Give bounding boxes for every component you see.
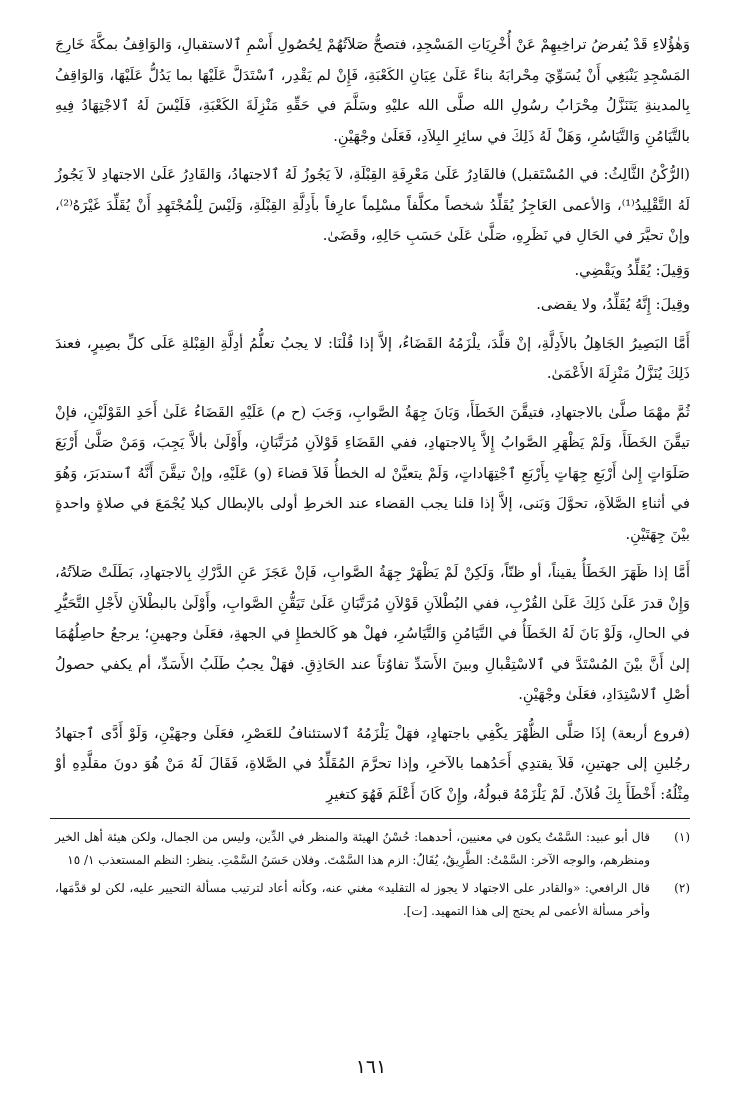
footnote-number: (١) (674, 830, 690, 844)
paragraph-2: (الرُّكْنُ الثَّالِثُ: في المُسْتَقبل) فالقَادِرُ عَلَىٰ مَعْرِفَةِ القِبْلَةِ، لاَ يَجُوزُ لَهُ ٱلاجتهادُ، وَالقَادِرُ عَلَىٰ الاجتهادِ لاَ يَجُوزُ لَهُ التَّقْلِيدُ⁽¹⁾، وَالأعمى العَاجِزُ يُقَلِّدُ شخصاً مكلَّفاً مسْلِماً عارِفاً بأَدِلَّةِ القِبْلَةِ، وَلَيْسَ لِلْمُجْتَهِدِ أَنْ يُقَلِّدَ غَيْرَهُ⁽²⁾، وإنْ تحيَّرَ في الحَالِ في نَظَرِهِ، صَلَّىٰ عَلَىٰ حَسَبِ حَالِهِ، وقَضَىٰ. (55, 166, 690, 244)
paragraph-8: (فروع أربعة) إذَا صَلَّى الظُّهْرَ يكْفِي باجتهادٍ، فهَلْ يَلْزَمُهُ ٱلاستئنافُ للعَصْرِ، فعَلَىٰ وجهَيْنِ، وَلَوْ أَدَّى ٱجتهادُ رجُلينِ إلى جهتينِ، فَلاَ يقتدِي أَحَدُهما بالآخرِ، وإذا تحرَّمَ المُقَلِّدُ في الصَّلاةِ، فَقَالَ لَهُ مَنْ هُوَ دونَ مقلَّدِهِ أوْ مِثْلُهُ: أَخْطَأَ بِكَ فُلاَنٌ. لَمْ يَلْزَمْهُ قبولُهُ، وإِنْ كَانَ أَعْلَمَ فَهُوَ كتغيرِ (55, 724, 690, 803)
page-number: ١٦١ (355, 1056, 387, 1078)
paragraph-3: وَقِيلَ: يُقَلِّدُ ويَقْضِي. (574, 261, 690, 279)
paragraph-1: وَهٰؤُلاءِ قَدْ يُفرضُ تراخِيهِمْ عَنْ أُخْرِيَاتِ المَسْجِدِ، فتصحُّ صَلاَتُهُمْ لِحُصُولِ أَسْمِ ٱلاستقبالِ، وَالوَاقِفُ بمكَّةَ خَارِجَ المَسْجِدِ يَنْبَغِي أَنْ يُسَوِّيَ مِحْرابَهُ بناءً عَلَىٰ عِيَانِ الكَعْبَةِ، فَإِنْ لم يَقْدِر، ٱسْتَدَلَّ عَلَيْهَا بما يَدُلُّ عَلَيْهَا، وَالوَاقِفُ بِالمدينةِ يَتَنَزَّلُ مِحْرَابُ رسُولِ الله صلَّى الله عليْهِ وسَلَّمَ في حَقِّهِ مَنْزِلَةَ الكَعْبَةِ، فَلَيْسَ لَهُ ٱلاجْتِهَادُ فِيهِ بالتَّيَامُنِ وَالتَّيَاسُرِ، وَهَلْ لَهُ ذَلِكَ في سائِرِ البِلاَدِ، فَعَلَىٰ وجْهَيْنِ. (55, 36, 690, 145)
footnotes (55, 826, 690, 928)
footnote-1 (55, 826, 690, 871)
main-text (55, 30, 690, 814)
footnote-text: قال الرافعي: «والقادر على الاجتهاد لا يجوز له التقليد» مغني عنه، وكأنه أعاد لترتيب مسألة التحيير عليه، لكن لو قدَّمَها، وأخر مسألة الأعمى لم يحتج إلى هذا التمهيد. [ت]. (55, 881, 650, 918)
footnote-2 (55, 877, 690, 922)
footnote-number: (٢) (674, 881, 690, 895)
paragraph-6: ثُمَّ مهْمَا صلَّىٰ بالاجتهادِ، فتيقَّنَ الخَطَأَ، وَبَانَ جِهَةُ الصَّوابِ، وَجَبَ (ح م) عَلَيْهِ القَضَاءُ عَلَىٰ أَحَدِ القَوْلَيْنِ، فإنْ تيقَّنَ الخَطَأَ، وَلَمْ يَظْهَرِ الصَّوابُ إِلاَّ بِالاجتهادِ، ففي القَضَاءِ قَوْلاَنِ مُرَتَّبَانِ، وأَوْلَىٰ بألاَّ يَجِبَ، وَمَنْ صَلَّىٰ أَرْبَعَ صَلَوَاتٍ إِلىٰ أَرْبَعِ جِهَاتٍ بِأَرْبَعِ ٱجْتِهَاداتٍ، وَلَمْ يتعيَّنْ له الخطأُ فَلاَ قضاءَ (و) عَلَيْهِ، وإنْ تيقَّنَ أَنَّهُ ٱستدبَرَ، وَهُوَ في أثناءِ الصَّلاَةِ، تحوَّلَ وَبَنى، إلاَّ إذا قلنا يجب القضاء عند الخرطِ أولى بالإبطال كيلا يُجْمَعَ في صلاةٍ واحدةٍ بيْنَ جِهَتَيْنِ. (55, 403, 690, 543)
paragraph-5: أَمَّا البَصِيرُ الجَاهِلُ بالأَدِلَّةِ، إنْ قلَّدَ، يلْزَمُهُ القَضَاءُ، إلاَّ إذا قُلْنَا: لا يجبُ تعلُّمُ أدِلَّةِ القِبْلةِ عَلَى كلِّ بصِيرٍ، فعندَ ذَلِكَ يُنَزَّلُ مَنْزِلَةَ الأَعْمَىٰ. (55, 334, 690, 382)
footnote-text: قال أبو عبيد: السَّمْتُ يكون في معنيين، أحدهما: حُسْنُ الهيئة والمنظر في الدِّين، وليس من الجمال، ولكن هيئة أهل الخير ومنظرهم، والوجه الآخر: السَّمْتُ: الطَّرِيقُ، يُقَالُ: الزم هذا السَّمْتَ. وفلان حَسَنُ السَّمْتِ. ينظر: النظم المستعذب ١/ ١٥ (55, 830, 650, 867)
footnote-separator (50, 818, 690, 819)
paragraph-7: أَمَّا إذا ظَهَرَ الخَطَأُ يقيناً، أو ظنّاً، وَلَكِنْ لَمْ يَظْهَرْ جِهَةُ الصَّوابِ، فَإنْ عَجَزَ عَنِ الدَّرْكِ بِالاجتهادِ، بَطَلَتْ صَلاَتُهُ، وَإِنْ قدرَ عَلَىٰ ذَلِكَ عَلَىٰ القُرْبِ، ففي البُطْلاَنِ قَوْلاَنِ مُرَتَّبَانِ عَلَىٰ تَيَقُّنِ الصَّوابِ، وأَوْلَىٰ بالبطْلاَنِ لأَجْلِ التَّحَيُّرِ في الحالِ، وَلَوْ بَانَ لَهُ الخَطَأُ في التَّيَامُنِ وَالتَّيَاسُرِ، فهلْ هو كَالخطإِ في الجهةِ، فعَلَىٰ وجهينِ؛ يرجعُ حاصِلُهُمَا إلىٰ أَنَّ بيْنَ المُسْتَدَّ في ٱلاسْتِقْبالِ وبينَ الأَسَدِّ تفاوُتاً عند الحَاذِقِ. فهَلْ يجبُ طَلَبُ الأَسَدِّ، أم يكفي حصولُ أصْلِ ٱلاسْتِدَادِ، فعَلَىٰ وجْهَيْنِ. (55, 564, 690, 703)
paragraph-4: وقِيلَ: إِنَّهُ يُقَلِّدُ، ولا يقضى. (536, 296, 690, 313)
